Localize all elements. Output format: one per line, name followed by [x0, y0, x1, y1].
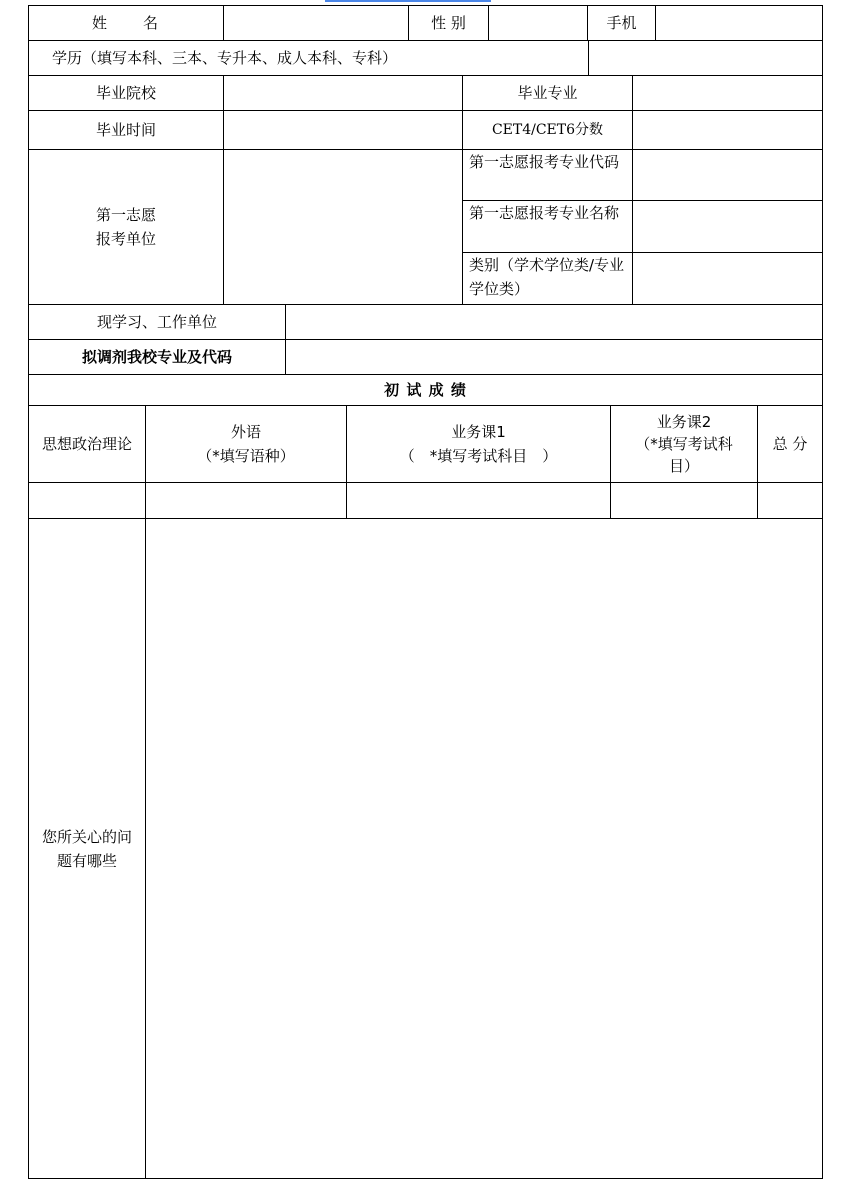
name-field[interactable]	[223, 5, 409, 41]
concerns-field[interactable]	[145, 518, 823, 1179]
politics-label: 思想政治理论	[28, 405, 146, 483]
gender-label: 性 别	[408, 5, 489, 41]
total-score-field[interactable]	[757, 482, 823, 519]
first-choice-name-field[interactable]	[632, 200, 823, 253]
major-field[interactable]	[632, 75, 823, 111]
foreign-label: 外语 （*填写语种）	[145, 405, 347, 483]
course2-score-field[interactable]	[610, 482, 758, 519]
name-label: 姓 名	[28, 5, 224, 41]
adjust-label: 拟调剂我校专业及代码	[28, 339, 286, 375]
current-unit-label: 现学习、工作单位	[28, 304, 286, 340]
education-field[interactable]	[588, 40, 823, 76]
cet-field[interactable]	[632, 110, 823, 150]
first-choice-code-field[interactable]	[632, 149, 823, 201]
phone-field[interactable]	[655, 5, 823, 41]
education-label: 学历（填写本科、三本、专升本、成人本科、专科）	[28, 40, 589, 76]
school-field[interactable]	[223, 75, 463, 111]
gender-field[interactable]	[488, 5, 588, 41]
politics-score-field[interactable]	[28, 482, 146, 519]
phone-label: 手机	[587, 5, 656, 41]
current-unit-field[interactable]	[285, 304, 823, 340]
concerns-label: 您所关心的问 题有哪些	[28, 518, 146, 1179]
first-choice-code-label: 第一志愿报考专业代码	[462, 149, 633, 201]
grad-time-label: 毕业时间	[28, 110, 224, 150]
course2-label: 业务课2 （*填写考试科 目）	[610, 405, 758, 483]
school-label: 毕业院校	[28, 75, 224, 111]
course1-score-field[interactable]	[346, 482, 611, 519]
top-accent-bar	[325, 0, 491, 2]
course1-label: 业务课1 （ *填写考试科目 ）	[346, 405, 611, 483]
category-label: 类别（学术学位类/专业学位类）	[462, 252, 633, 305]
major-label: 毕业专业	[462, 75, 633, 111]
grad-time-field[interactable]	[223, 110, 463, 150]
cet-label: CET4/CET6分数	[462, 110, 633, 150]
first-choice-unit-field[interactable]	[223, 149, 463, 305]
first-choice-name-label: 第一志愿报考专业名称	[462, 200, 633, 253]
scores-header: 初 试 成 绩	[28, 374, 823, 406]
category-field[interactable]	[632, 252, 823, 305]
foreign-score-field[interactable]	[145, 482, 347, 519]
adjust-field[interactable]	[285, 339, 823, 375]
total-label: 总 分	[757, 405, 823, 483]
first-choice-unit-label: 第一志愿 报考单位	[28, 149, 224, 305]
